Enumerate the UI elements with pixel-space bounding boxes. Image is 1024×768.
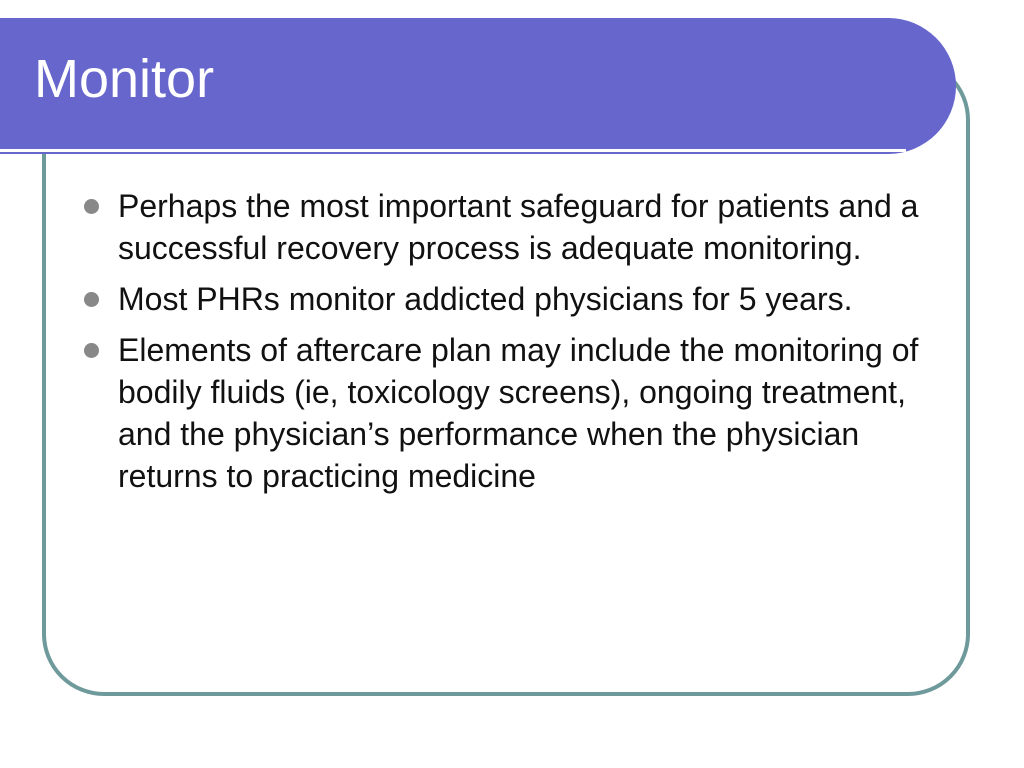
bullet-item	[80, 329, 940, 497]
bullet-dot-icon	[84, 199, 99, 214]
slide-title: Monitor	[34, 49, 215, 109]
bullet-dot-icon	[84, 292, 99, 307]
bullet-list	[80, 185, 940, 506]
bullet-text: Perhaps the most important safeguard for patients and a successful recovery process is adequate monitoring.	[118, 188, 919, 266]
bullet-text: Elements of aftercare plan may include the monitoring of bodily fluids (ie, toxicology screens), ongoing treatment, and the physician’s performance when the physician returns to practicing medicine	[118, 332, 919, 494]
bullet-item	[80, 278, 940, 320]
bullet-dot-icon	[84, 343, 99, 358]
bullet-text: Most PHRs monitor addicted physicians for 5 years.	[118, 281, 853, 317]
bullet-item	[80, 185, 940, 269]
title-underline	[0, 149, 906, 152]
